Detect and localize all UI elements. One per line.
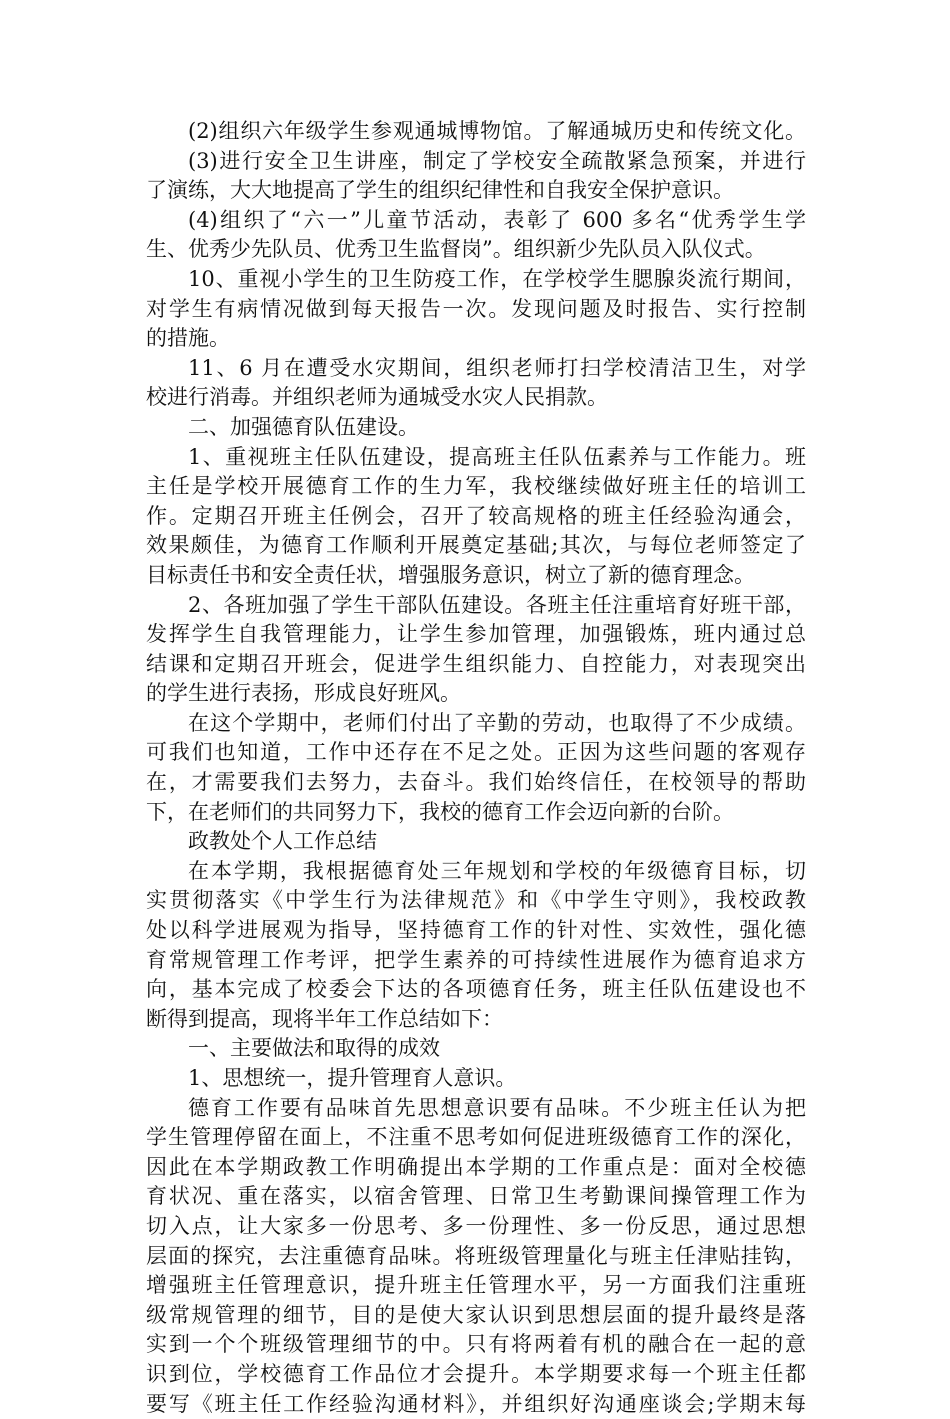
text-line: 11、6 月在遭受水灾期间，组织老师打扫学校清洁卫生，对学 — [188, 355, 806, 380]
text-line: 结课和定期召开班会，促进学生组织能力、自控能力，对表现突出 — [146, 651, 806, 676]
text-line: 级常规管理的细节，目的是使大家认识到思想层面的提升最终是落 — [146, 1302, 806, 1327]
text-line: 断得到提高，现将半年工作总结如下： — [146, 1006, 503, 1031]
text-line: 切入点，让大家多一份思考、多一份理性、多一份反思，通过思想 — [146, 1213, 806, 1238]
text-line: 层面的探究，去注重德育品味。将班级管理量化与班主任津贴挂钩， — [146, 1243, 806, 1268]
text-line: (4)组织了“六一”儿童节活动，表彰了 600 多名“优秀学生学 — [188, 207, 806, 232]
text-line: 对学生有病情况做到每天报告一次。发现问题及时报告、实行控制 — [146, 296, 806, 321]
text-line: 效果颇佳，为德育工作顺利开展奠定基础;其次，与每位老师签定了 — [146, 533, 806, 558]
text-line: 发挥学生自我管理能力，让学生参加管理，加强锻炼，班内通过总 — [146, 622, 806, 647]
text-line: 在，才需要我们去努力，去奋斗。我们始终信任，在校领导的帮助 — [146, 770, 806, 795]
text-line: 二、加强德育队伍建设。 — [188, 414, 419, 439]
text-line: 校进行消毒。并组织老师为通城受水灾人民捐款。 — [146, 385, 608, 410]
text-line: 增强班主任管理意识，提升班主任管理水平，另一方面我们注重班 — [146, 1273, 806, 1298]
text-line: 要写《班主任工作经验沟通材料》，并组织好沟通座谈会;学期末每 — [146, 1391, 806, 1416]
document-page — [146, 117, 806, 1419]
text-line: 实贯彻落实《中学生行为法律规范》和《中学生守则》，我校政教 — [146, 888, 806, 913]
text-line: 因此在本学期政教工作明确提出本学期的工作重点是：面对全校德 — [146, 1154, 806, 1179]
text-line: 的措施。 — [146, 326, 230, 351]
text-line: 育常规管理工作考评，把学生素养的可持续性进展作为德育追求方 — [146, 947, 806, 972]
text-line: 在本学期，我根据德育处三年规划和学校的年级德育目标，切 — [188, 858, 806, 883]
text-line: 德育工作要有品味首先思想意识要有品味。不少班主任认为把 — [188, 1095, 806, 1120]
text-line: 作。定期召开班主任例会，召开了较高规格的班主任经验沟通会， — [146, 503, 806, 528]
text-line: 识到位，学校德育工作品位才会提升。本学期要求每一个班主任都 — [146, 1361, 806, 1386]
text-line: 2、各班加强了学生干部队伍建设。各班主任注重培育好班干部， — [188, 592, 806, 617]
text-line: 实到一个个班级管理细节的中。只有将两着有机的融合在一起的意 — [146, 1332, 806, 1357]
text-line: 目标责任书和安全责任状，增强服务意识，树立了新的德育理念。 — [146, 562, 755, 587]
text-line: 政教处个人工作总结 — [188, 829, 377, 854]
text-line: 1、思想统一，提升管理育人意识。 — [188, 1066, 517, 1090]
text-line: 下，在老师们的共同努力下，我校的德育工作会迈向新的台阶。 — [146, 799, 734, 824]
text-line: 可我们也知道，工作中还存在不足之处。正因为这些问题的客观存 — [146, 740, 806, 765]
text-line: 在这个学期中，老师们付出了辛勤的劳动，也取得了不少成绩。 — [188, 710, 806, 735]
text-line: 1、重视班主任队伍建设，提高班主任队伍素养与工作能力。班 — [188, 444, 806, 469]
text-line: 处以科学进展观为指导，坚持德育工作的针对性、实效性，强化德 — [146, 918, 806, 943]
text-line: 向，基本完成了校委会下达的各项德育任务，班主任队伍建设也不 — [146, 977, 806, 1002]
text-line: 学生管理停留在面上，不注重不思考如何促进班级德育工作的深化， — [146, 1125, 806, 1150]
text-line: (3)进行安全卫生讲座，制定了学校安全疏散紧急预案，并进行 — [188, 148, 806, 173]
text-line: 10、重视小学生的卫生防疫工作，在学校学生腮腺炎流行期间， — [188, 266, 806, 291]
text-line: 育状况、重在落实，以宿舍管理、日常卫生考勤课间操管理工作为 — [146, 1184, 806, 1209]
text-line: 了演练，大大地提高了学生的组织纪律性和自我安全保护意识。 — [146, 178, 734, 203]
text-line: 主任是学校开展德育工作的生力军，我校继续做好班主任的培训工 — [146, 474, 806, 499]
text-line: 生、优秀少先队员、优秀卫生监督岗”。组织新少先队员入队仪式。 — [146, 237, 766, 262]
text-line: 的学生进行表扬，形成良好班风。 — [146, 681, 461, 706]
text-line: (2)组织六年级学生参观通城博物馆。了解通城历史和传统文化。 — [188, 119, 806, 143]
text-line: 一、主要做法和取得的成效 — [188, 1036, 440, 1061]
